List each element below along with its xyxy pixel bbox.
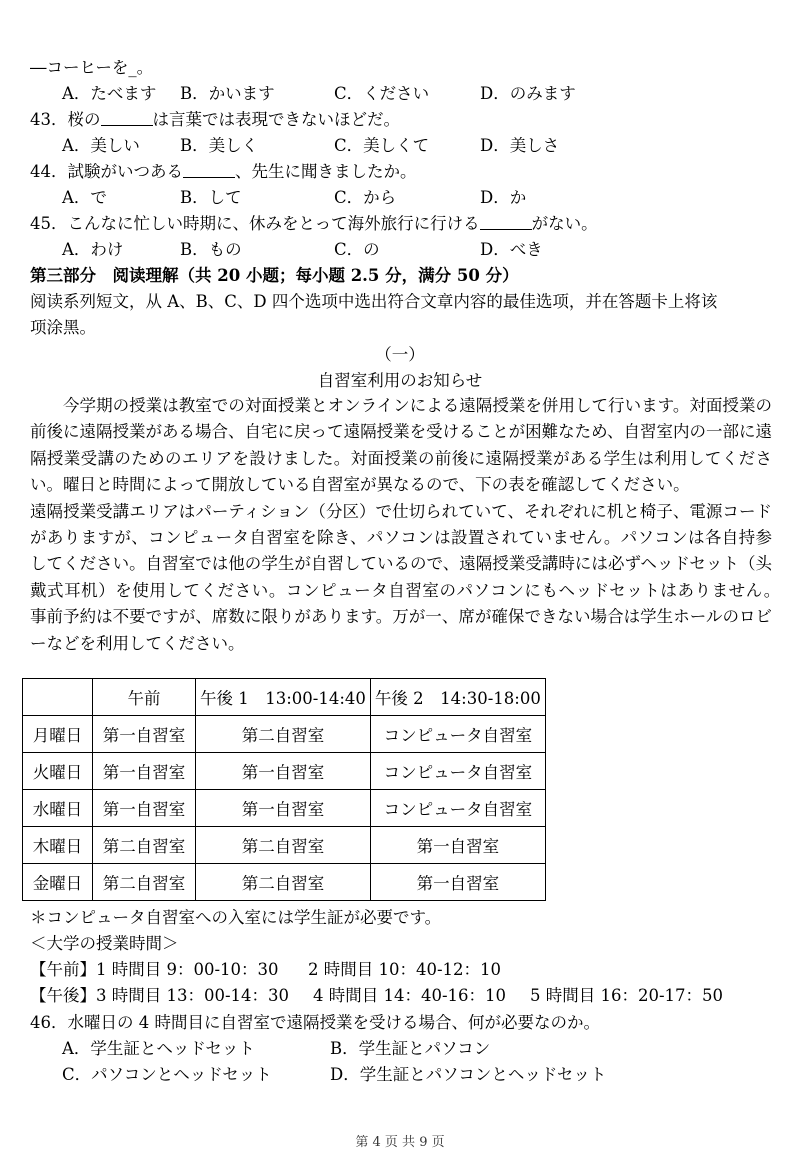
class-times-title: ＜大学の授業時間＞ [30, 934, 179, 953]
passage-title: 自習室利用のお知らせ [317, 371, 483, 390]
q45-option-c: C．の [334, 240, 380, 259]
q45-stem-after: がない。 [531, 214, 598, 233]
period-4: 4 時間目 14：40-16：10 [313, 986, 507, 1005]
passage-number: （一） [375, 345, 425, 364]
table-cell: 第二自習室 [196, 827, 371, 864]
section-heading: 第三部分 阅读理解（共 20 小题；每小题 2.5 分，满分 50 分） [30, 266, 519, 285]
q46-option-d: D．学生証とパソコンとヘッドセット [330, 1065, 607, 1084]
q45-stem-before: 45．こんなに忙しい時期に、休みをとって海外旅行に行ける [30, 214, 480, 233]
q45-options [62, 238, 762, 264]
q44-option-b: B．して [180, 188, 242, 207]
q43-stem-before: 43．桜の [30, 110, 101, 129]
q45-option-a: A．わけ [62, 240, 124, 259]
table-cell: 第一自習室 [93, 790, 196, 827]
class-times-afternoon [30, 984, 770, 1010]
study-room-schedule-table [22, 678, 546, 901]
q46-stem: 46．水曜日の 4 時間目に自習室で遠隔授業を受ける場合、何が必要なのか。 [30, 1013, 600, 1032]
q46-option-a: A．学生証とヘッドセット [62, 1039, 255, 1058]
period-3: 3 時間目 13：00-14：30 [96, 986, 290, 1005]
table-cell: コンピュータ自習室 [370, 716, 545, 753]
table-header-cell: 午後 2 14:30-18:00 [370, 679, 545, 716]
passage-paragraph-1: 今学期の授業は教室での対面授業とオンラインによる遠隔授業を併用して行います。対面授業の前後に遠隔授業がある場合、自宅に戻って遠隔授業を受けることが困難なため、自習室内の一部に遠隔授業受講のためのエリアを設けました。対面授業の前後に遠隔授業がある学生は利用してください。曜日と時間によって開放している自習室が異なるので、下の表を確認してください。 [30, 396, 772, 495]
q46-option-b: B．学生証とパソコン [330, 1039, 491, 1058]
q42-options [62, 82, 762, 108]
q46-options-row2 [62, 1063, 762, 1089]
q44-options [62, 186, 762, 212]
passage-body [30, 393, 789, 657]
q45-stem [30, 212, 770, 238]
answer-blank [101, 109, 153, 126]
page-footer: 第 4 页 共 9 页 [355, 1135, 445, 1150]
period-5: 5 時間目 16：20-17：50 [530, 986, 724, 1005]
q42-stem: ―コーヒーを_。 [30, 58, 154, 77]
table-cell: 第一自習室 [196, 790, 371, 827]
section-instruction-line2: 项涂黑。 [30, 318, 96, 337]
table-cell: 第二自習室 [196, 716, 371, 753]
q44-option-a: A．で [62, 188, 107, 207]
table-row [23, 716, 546, 753]
table-cell: 第一自習室 [370, 827, 545, 864]
q44-stem-after: 、先生に聞きましたか。 [235, 162, 417, 181]
q43-option-a: A．美しい [62, 136, 140, 155]
table-row [23, 827, 546, 864]
table-header-cell [23, 679, 93, 716]
q45-option-d: D．べき [480, 240, 543, 259]
table-cell: 第一自習室 [196, 753, 371, 790]
q46-options-row1 [62, 1037, 762, 1063]
table-cell-day: 木曜日 [23, 827, 93, 864]
table-header-row [23, 679, 546, 716]
table-row [23, 790, 546, 827]
q42-option-c: C．ください [334, 84, 430, 103]
table-cell: コンピュータ自習室 [370, 753, 545, 790]
answer-blank [480, 213, 532, 230]
table-header-cell: 午後 1 13:00-14:40 [196, 679, 371, 716]
table-cell-day: 月曜日 [23, 716, 93, 753]
period-2: 2 時間目 10：40-12：10 [308, 960, 502, 979]
q44-option-d: D．か [480, 188, 527, 207]
q43-option-d: D．美しさ [480, 136, 560, 155]
q43-stem-after: は言葉では表現できないほどだ。 [152, 110, 400, 129]
q43-option-c: C．美しくて [334, 136, 430, 155]
table-cell: 第一自習室 [370, 864, 545, 901]
table-cell: 第一自習室 [93, 753, 196, 790]
q44-stem-before: 44．試験がいつある [30, 162, 183, 181]
q45-option-b: B．もの [180, 240, 242, 259]
afternoon-label: 【午後】 [30, 986, 96, 1005]
table-row [23, 753, 546, 790]
q44-option-c: C．から [334, 188, 397, 207]
q43-option-b: B．美しく [180, 136, 259, 155]
q43-stem [30, 108, 770, 134]
table-cell: 第二自習室 [93, 827, 196, 864]
answer-blank [183, 161, 235, 178]
note-student-id: ＊コンピュータ自習室への入室には学生証が必要です。 [30, 908, 442, 927]
q44-stem [30, 160, 770, 186]
class-times-morning [30, 958, 770, 984]
q42-option-d: D．のみます [480, 84, 576, 103]
table-header-cell: 午前 [93, 679, 196, 716]
table-cell-day: 金曜日 [23, 864, 93, 901]
table-cell: コンピュータ自習室 [370, 790, 545, 827]
table-cell-day: 水曜日 [23, 790, 93, 827]
passage-paragraph-2: 遠隔授業受講エリアはパーティション（分区）で仕切られていて、それぞれに机と椅子、電源コードがありますが、コンピュータ自習室を除き、パソコンは設置されていません。パソコンは各自持参してください。自習室では他の学生が自習しているので、遠隔授業受講時には必ずヘッドセット（头戴式耳机）を使用してください。コンピュータ自習室のパソコンにもヘッドセットはありません。 事前予約は不要ですが、席数に限りがあります。万が一、席が確保できない場合は学生ホールのロビーなどを利用してください。 [30, 501, 789, 653]
table-row [23, 864, 546, 901]
section-instruction-line1: 阅读系列短文，从 A、B、C、D 四个选项中选出符合文章内容的最佳选项，并在答题卡上将该 [30, 292, 718, 311]
table-cell: 第一自習室 [93, 716, 196, 753]
table-cell-day: 火曜日 [23, 753, 93, 790]
table-cell: 第二自習室 [196, 864, 371, 901]
q42-option-b: B．かいます [180, 84, 275, 103]
table-cell: 第二自習室 [93, 864, 196, 901]
q42-option-a: A．たべます [62, 84, 157, 103]
q43-options [62, 134, 762, 160]
q46-option-c: C．パソコンとヘッドセット [62, 1065, 272, 1084]
period-1: 1 時間目 9：00-10：30 [96, 960, 279, 979]
morning-label: 【午前】 [30, 960, 96, 979]
